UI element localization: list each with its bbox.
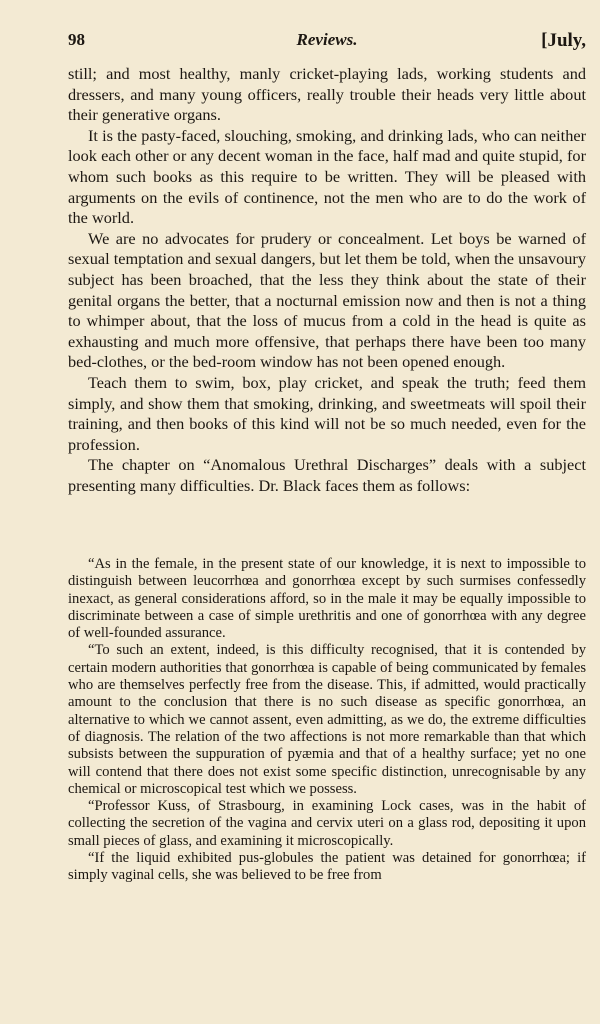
quote-paragraph: “Professor Kuss, of Strasbourg, in examining Lock cases, was in the habit of collecting the secretion of the vagina and cervix uteri on a glass rod, depositing it upon small pieces of glass, and examining it microscopically. <box>68 798 586 849</box>
paragraph: It is the pasty-faced, slouching, smoking, and drinking lads, who can neither look each other or any decent woman in the face, half mad and quite stupid, for whom such books as this require to be written. They will be pleased with arguments on the evils of continence, not the men who are to do the work of the world. <box>68 125 586 228</box>
running-date: [July, <box>541 30 586 51</box>
page-number: 98 <box>68 30 85 49</box>
review-body <box>68 64 586 496</box>
quote-paragraph: “As in the female, in the present state of our knowledge, it is next to impossible to distinguish between leucorrhœa and gonorrhœa except by such surmises confessedly inexact, as general considerations afford, so in the male it may be equally impossible to discriminate between a case of simple urethritis and one of gonorrhœa with any degree of well-founded assurance. <box>68 556 586 642</box>
quote-paragraph: “To such an extent, indeed, is this difficulty recognised, that it is contended by certain modern authorities that gonorrhœa is capable of being communicated by females who are themselves perfectly free from the disease. This, if admitted, would practically amount to the conclusion that there is no such disease as specific gonorrhœa, an alternative to which we cannot assent, even admitting, as we do, the extreme difficulties of diagnosis. The relation of the two affections is not more remarkable than that which subsists between the suppuration of pyæmia and that of a healthy surface; yet no one will contend that there does not exist some specific distinction, unrecognisable by any chemical or microscopical test which we possess. <box>68 642 586 797</box>
paragraph: Teach them to swim, box, play cricket, and speak the truth; feed them simply, and show them that smoking, drinking, and sweetmeats will spoil their training, and then books of this kind will not be so much needed, even for the profession. <box>68 372 586 454</box>
paragraph: The chapter on “Anomalous Urethral Discharges” deals with a subject presenting many difficulties. Dr. Black faces them as follows: <box>68 455 586 495</box>
paragraph: We are no advocates for prudery or concealment. Let boys be warned of sexual temptation and sexual dangers, but let them be told, when the unsavoury subject has been broached, that the less they think about the state of their genital organs the better, that a nocturnal emission now and then is not a thing to whimper about, that the loss of mucus from a cold in the head is quite as exhausting and much more offensive, that perhaps there have been too many bed-clothes, or the bed-room window has not been opened enough. <box>68 228 586 372</box>
paragraph: still; and most healthy, manly cricket-playing lads, working students and dressers, and many young officers, really trouble their heads very little about their generative organs. <box>68 64 586 125</box>
quote-paragraph: “If the liquid exhibited pus-globules the patient was detained for gonorrhœa; if simply vaginal cells, she was believed to be free from <box>68 850 586 884</box>
running-head <box>68 30 586 54</box>
block-quotation <box>68 556 586 885</box>
running-title: Reviews. <box>296 30 358 49</box>
